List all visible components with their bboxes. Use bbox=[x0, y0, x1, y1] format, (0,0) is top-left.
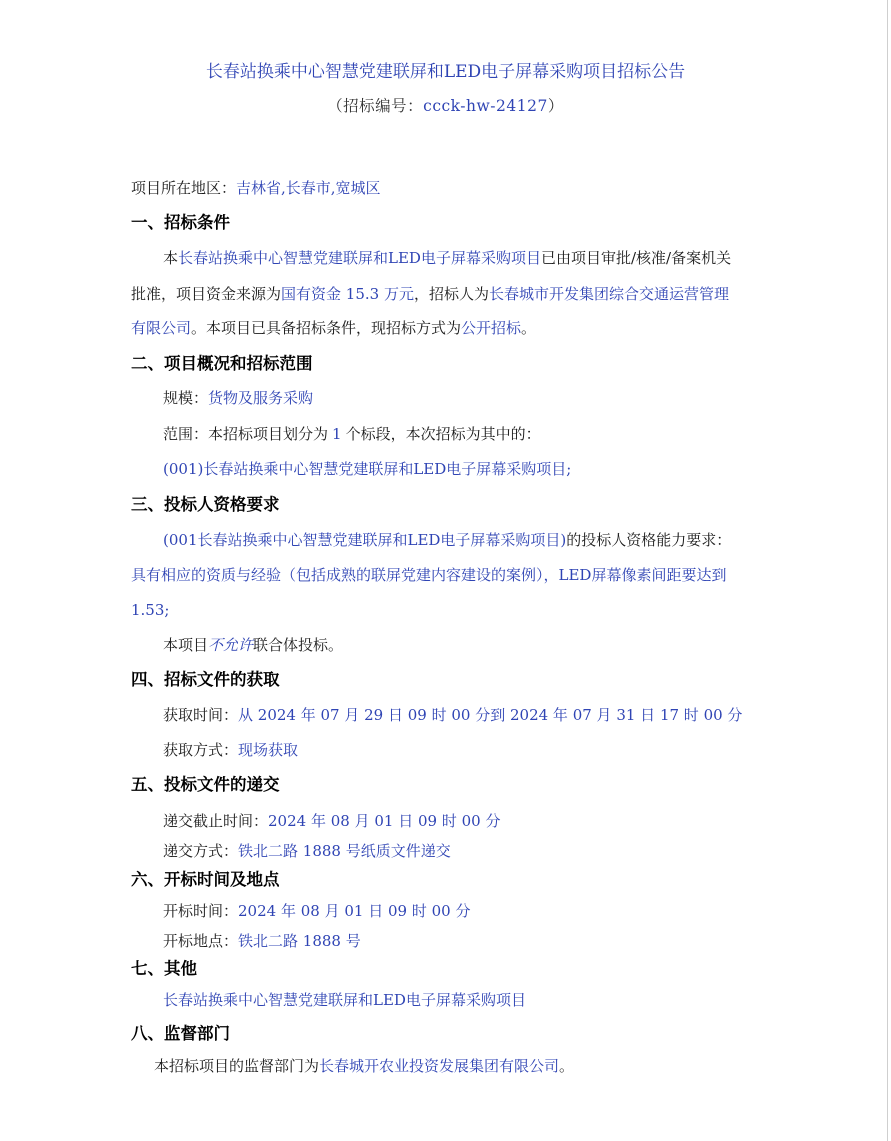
submission-method-label: 递交方式： bbox=[163, 842, 239, 860]
conditions-tenderer: 长春城市开发集团综合交通运营管理 bbox=[488, 285, 729, 303]
conditions-line-1 bbox=[163, 248, 731, 268]
tender-number bbox=[0, 95, 891, 117]
scope-text: 范围：本招标项目划分为 bbox=[163, 425, 329, 443]
section-heading-project-overview: 二、项目概况和招标范围 bbox=[131, 354, 313, 373]
opening-time-label: 开标时间： bbox=[163, 902, 239, 920]
location-value: 吉林省,长春市,宽城区 bbox=[236, 179, 381, 197]
conditions-text: 批准，项目资金来源为 bbox=[131, 285, 282, 303]
section-heading-supervision: 八、监督部门 bbox=[131, 1024, 230, 1043]
section-heading-bid-opening: 六、开标时间及地点 bbox=[131, 870, 280, 889]
page-edge-rule bbox=[887, 0, 888, 1141]
qualification-line-2: 具有相应的资质与经验（包括成熟的联屏党建内容建设的案例），LED屏幕像素间距要达到 bbox=[131, 566, 727, 584]
other-text: 长春站换乘中心智慧党建联屏和LED电子屏幕采购项目 bbox=[163, 991, 526, 1009]
opening-place bbox=[163, 931, 361, 951]
conditions-text: 已由项目审批/核准/备案机关 bbox=[540, 249, 732, 267]
overview-scale bbox=[163, 388, 313, 408]
acquisition-time-value: 从 2024 年 07 月 29 日 09 时 00 分到 2024 年 07 月 31 日 17 时 00 分 bbox=[238, 706, 743, 724]
conditions-text: 。 bbox=[521, 319, 537, 337]
scale-label: 规模： bbox=[163, 389, 209, 407]
acquisition-time bbox=[163, 705, 742, 725]
supervision-label: 本招标项目的监督部门为 bbox=[154, 1057, 320, 1075]
acquisition-method bbox=[163, 740, 298, 760]
tender-number-close: ） bbox=[547, 97, 564, 115]
scale-value: 货物及服务采购 bbox=[208, 389, 314, 407]
overview-lot: (001)长春站换乘中心智慧党建联屏和LED电子屏幕采购项目; bbox=[163, 460, 572, 478]
conditions-project-name: 长春站换乘中心智慧党建联屏和LED电子屏幕采购项目 bbox=[178, 249, 541, 267]
joint-bid-text: 联合体投标。 bbox=[253, 636, 344, 654]
scope-lot-count: 1 bbox=[332, 425, 342, 443]
submission-deadline bbox=[163, 811, 500, 831]
section-heading-bidder-qualifications: 三、投标人资格要求 bbox=[131, 495, 280, 514]
overview-scope bbox=[163, 424, 541, 444]
conditions-text: 本 bbox=[163, 249, 179, 267]
opening-place-label: 开标地点： bbox=[163, 932, 239, 950]
supervision-text bbox=[154, 1056, 574, 1076]
supervision-text-end: 。 bbox=[559, 1057, 575, 1075]
submission-method-value: 铁北二路 1888 号纸质文件递交 bbox=[238, 842, 451, 860]
section-heading-bid-submission: 五、投标文件的递交 bbox=[131, 775, 280, 794]
tender-number-open: （招标编号： bbox=[327, 97, 424, 115]
conditions-line-3 bbox=[131, 318, 536, 338]
qualification-lot: (001长春站换乘中心智慧党建联屏和LED电子屏幕采购项目) bbox=[163, 531, 567, 549]
tender-number-code: ccck-hw-24127 bbox=[423, 97, 548, 115]
section-heading-other: 七、其他 bbox=[131, 959, 197, 978]
location-label: 项目所在地区： bbox=[131, 179, 237, 197]
supervision-org: 长春城开农业投资发展集团有限公司 bbox=[319, 1057, 560, 1075]
scope-text: 个标段，本次招标为其中的： bbox=[345, 425, 541, 443]
qualification-text: 的投标人资格能力要求： bbox=[566, 531, 732, 549]
joint-bid-line bbox=[163, 635, 343, 655]
section-heading-document-acquisition: 四、招标文件的获取 bbox=[131, 670, 280, 689]
submission-deadline-value: 2024 年 08 月 01 日 09 时 00 分 bbox=[268, 812, 501, 830]
opening-place-value: 铁北二路 1888 号 bbox=[238, 932, 361, 950]
conditions-tender-method: 公开招标 bbox=[461, 319, 522, 337]
joint-bid-value: 不允许 bbox=[208, 636, 254, 654]
acquisition-method-label: 获取方式： bbox=[163, 741, 239, 759]
qualification-line-3: 1.53; bbox=[131, 601, 170, 619]
document-title: 长春站换乘中心智慧党建联屏和LED电子屏幕采购项目招标公告 bbox=[205, 62, 686, 82]
acquisition-time-label: 获取时间： bbox=[163, 706, 239, 724]
qualification-line-1 bbox=[163, 530, 731, 550]
submission-method bbox=[163, 841, 451, 861]
conditions-text: ，招标人为 bbox=[413, 285, 489, 303]
conditions-fund-source: 国有资金 15.3 万元 bbox=[281, 285, 414, 303]
submission-deadline-label: 递交截止时间： bbox=[163, 812, 269, 830]
acquisition-method-value: 现场获取 bbox=[238, 741, 299, 759]
conditions-tenderer: 有限公司 bbox=[131, 319, 192, 337]
project-location bbox=[131, 178, 381, 198]
joint-bid-text: 本项目 bbox=[163, 636, 209, 654]
opening-time-value: 2024 年 08 月 01 日 09 时 00 分 bbox=[238, 902, 471, 920]
conditions-line-2 bbox=[131, 284, 729, 304]
opening-time bbox=[163, 901, 470, 921]
conditions-text: 。本项目已具备招标条件，现招标方式为 bbox=[191, 319, 462, 337]
section-heading-tender-conditions: 一、招标条件 bbox=[131, 213, 230, 232]
